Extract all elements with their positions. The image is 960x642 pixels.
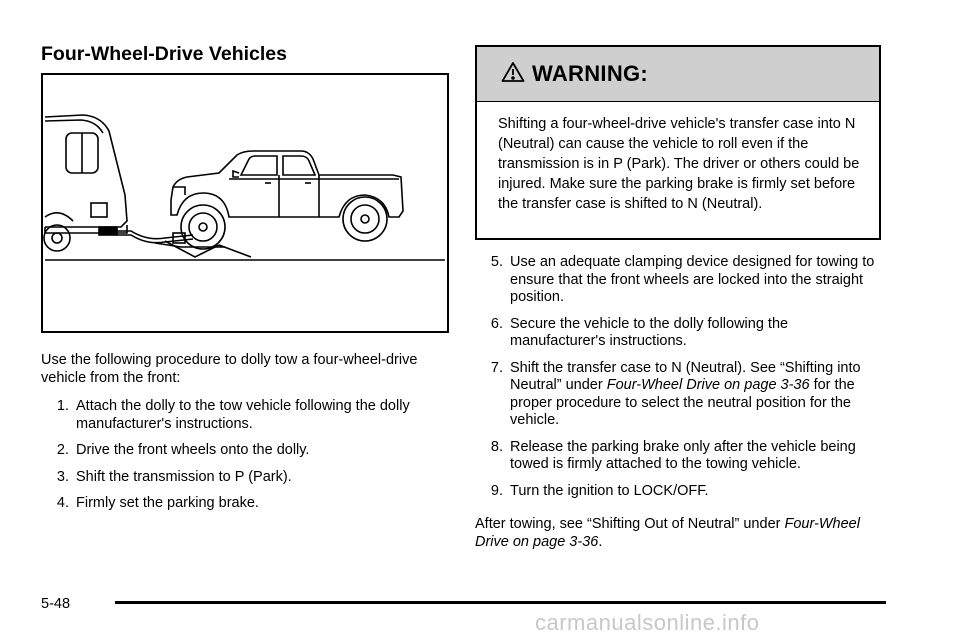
step-text-pre: Shift the transfer case to N (Neutral). See “Shifting into Neutral” under [510, 359, 861, 393]
list-item [41, 442, 431, 460]
step-number: 1. [56, 398, 69, 414]
section-heading: Four-Wheel-Drive Vehicles [41, 43, 287, 65]
warning-title: WARNING: [532, 61, 649, 86]
step-number: 7. [490, 359, 503, 376]
warning-box [475, 45, 881, 240]
warning-header [477, 47, 879, 102]
list-item [475, 254, 875, 307]
procedure-steps-right [475, 254, 875, 509]
step-text: Turn the ignition to LOCK/OFF. [510, 482, 709, 499]
list-item [475, 360, 875, 430]
step-text: Attach the dolly to the tow vehicle following the dolly manufacturer's instructions. [76, 398, 410, 432]
list-item [41, 398, 431, 433]
page-number: 5-48 [41, 596, 71, 612]
after-towing-post: . [598, 533, 603, 550]
step-text: Drive the front wheels onto the dolly. [76, 442, 310, 458]
step-number: 8. [490, 438, 503, 455]
watermark: carmanualsonline.info [535, 610, 760, 635]
step-number: 9. [490, 482, 503, 499]
intro-paragraph: Use the following procedure to dolly tow a four-wheel-drive vehicle from the front: [41, 352, 418, 386]
step-number: 2. [56, 442, 69, 458]
step-number: 6. [490, 315, 503, 332]
dolly-tow-truck-illustration [43, 75, 447, 331]
step-number: 5. [490, 254, 503, 270]
after-towing-paragraph [475, 516, 885, 551]
step-number: 4. [56, 495, 69, 511]
step-text: Firmly set the parking brake. [76, 495, 259, 511]
step-text: Release the parking brake only after the vehicle being towed is firmly attached to the towing vehicle. [510, 438, 856, 472]
list-item [475, 483, 875, 501]
procedure-steps-left [41, 398, 431, 522]
step-number: 3. [56, 468, 69, 485]
footer-rule [115, 601, 886, 604]
page-reference: Four-Wheel Drive on page 3-36 [475, 516, 860, 550]
list-item [475, 316, 875, 351]
list-item [475, 439, 875, 474]
page-reference: Four-Wheel Drive on page 3-36 [606, 377, 810, 393]
step-text: Shift the transmission to P (Park). [76, 468, 292, 485]
after-towing-pre: After towing, see “Shifting Out of Neutral” under [475, 516, 785, 532]
list-item [41, 495, 431, 513]
list-item [41, 469, 431, 487]
warning-body: Shifting a four-wheel-drive vehicle's transfer case into N (Neutral) can cause the vehicle to roll even if the transmission is in P (Park). The driver or others could be injured. Make sure the parking brake is firmly set before the transfer case is shifted to N (Neutral). [498, 116, 860, 212]
step-text-post: for the proper procedure to select the neutral position for the vehicle. [510, 377, 855, 428]
warning-triangle-icon [501, 61, 525, 88]
dolly-tow-illustration [41, 73, 449, 333]
step-text: Use an adequate clamping device designed for towing to ensure that the front wheels are locked into the straight position. [510, 254, 875, 305]
step-text: Secure the vehicle to the dolly following the manufacturer's instructions. [510, 315, 789, 349]
